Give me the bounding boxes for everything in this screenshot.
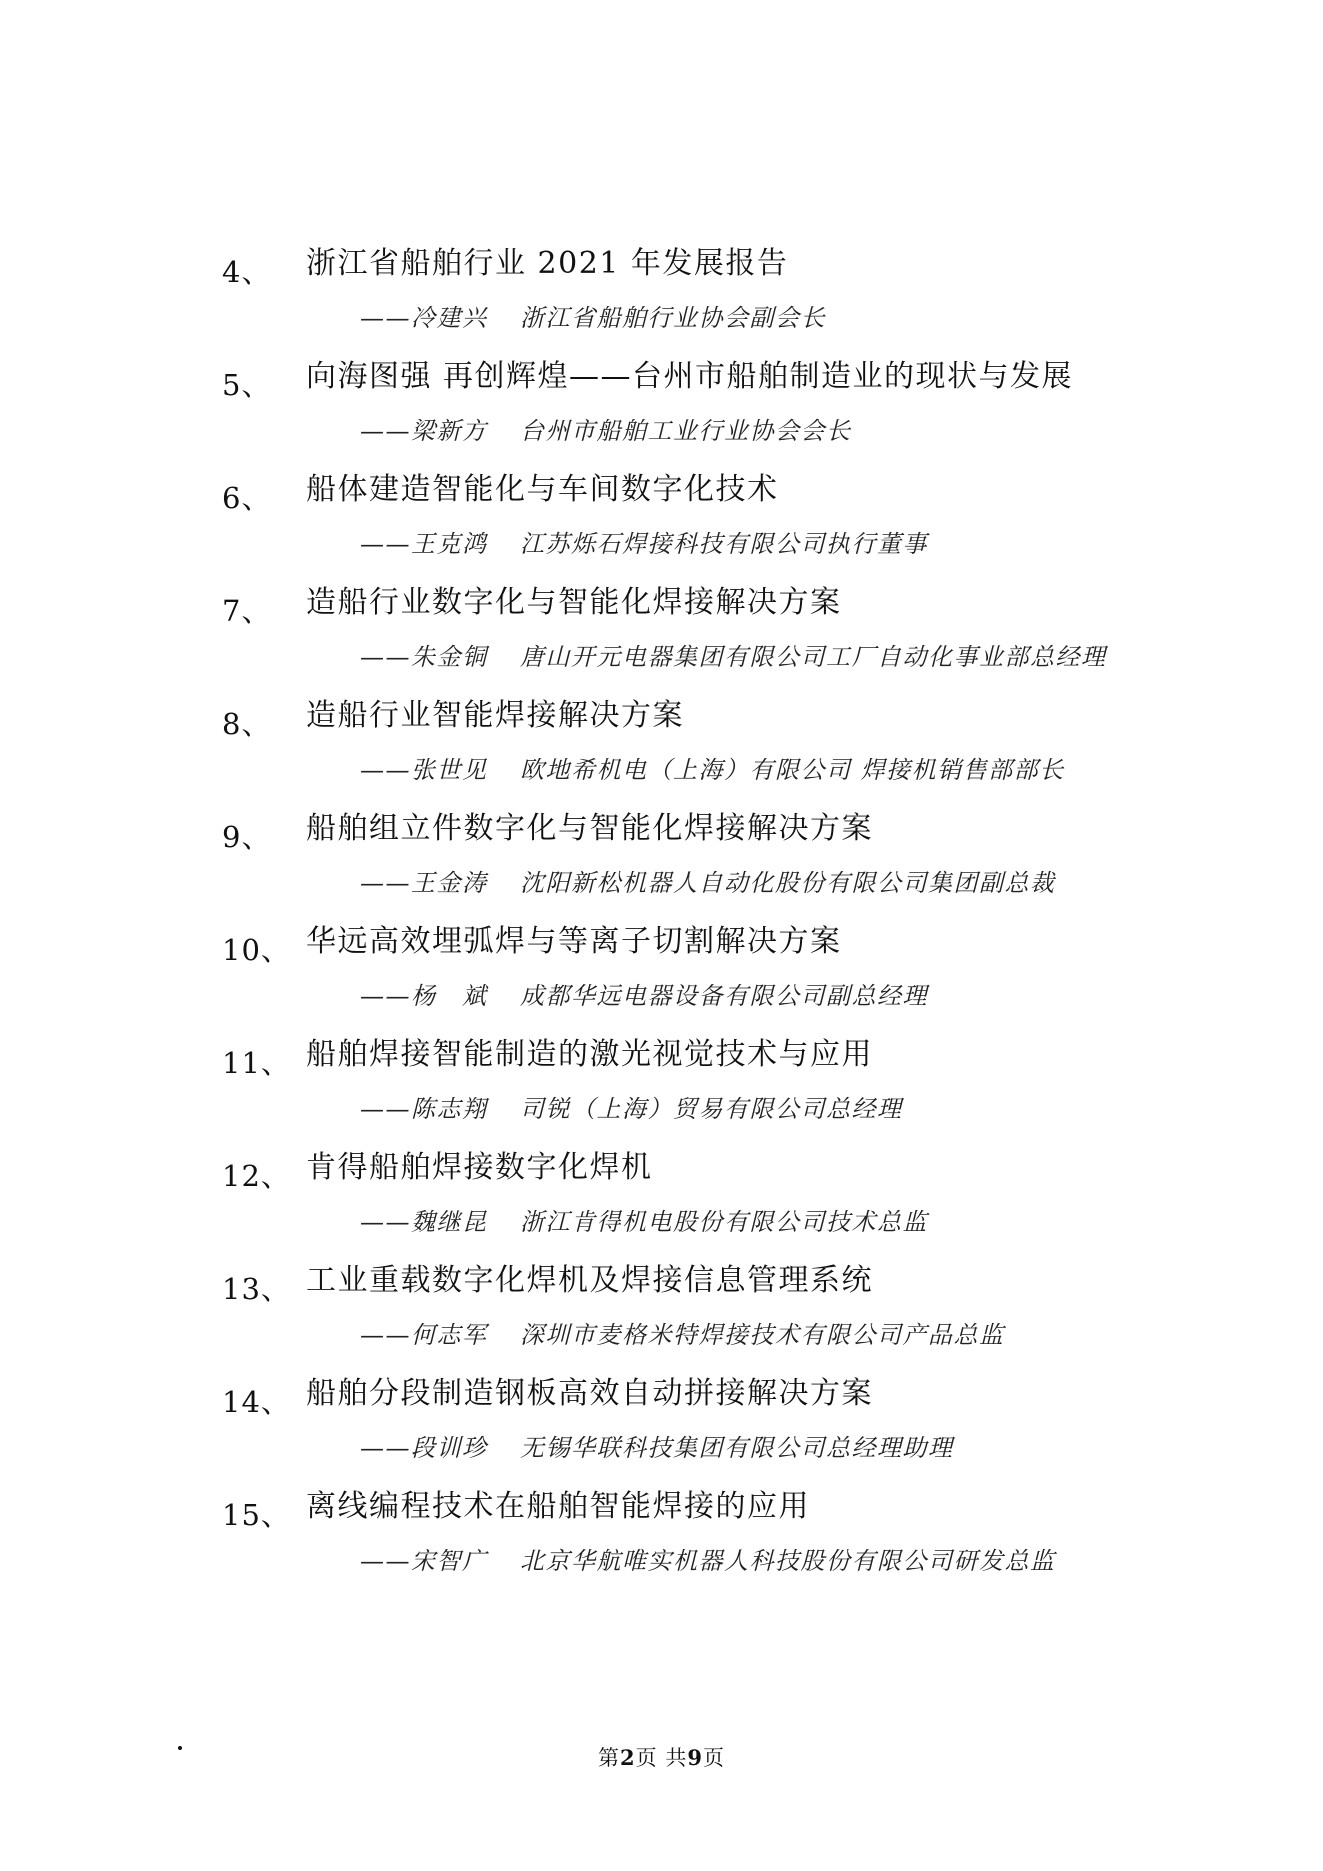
speaker-name: ——王克鸿	[360, 530, 488, 558]
agenda-item-title: 华远高效埋弧焊与等离子切割解决方案	[306, 924, 842, 959]
speaker-role: 唐山开元电器集团有限公司工厂自动化事业部总经理	[520, 643, 1107, 671]
speaker-name: ——宋智广	[360, 1547, 488, 1575]
agenda-item	[0, 900, 1323, 1013]
agenda-item-number: 5、	[222, 368, 272, 402]
agenda-item-title: 船体建造智能化与车间数字化技术	[306, 472, 779, 507]
agenda-item-title: 造船行业数字化与智能化焊接解决方案	[306, 585, 842, 620]
agenda-item	[0, 222, 1323, 335]
agenda-item-speaker-line	[360, 1089, 903, 1124]
agenda-item-number: 12、	[222, 1159, 291, 1193]
speaker-role: 欧地希机电（上海）有限公司 焊接机销售部部长	[520, 756, 1065, 784]
agenda-item-speaker-line	[360, 976, 928, 1011]
agenda-item-speaker-line	[360, 750, 1065, 785]
agenda-item	[0, 1013, 1323, 1126]
speaker-name: ——梁新方	[360, 417, 488, 445]
agenda-item-number: 11、	[222, 1046, 291, 1080]
agenda-item-number: 7、	[222, 594, 272, 628]
agenda-item-speaker-line	[360, 411, 852, 446]
agenda-item-speaker-line	[360, 298, 826, 333]
speaker-name: ——冷建兴	[360, 304, 488, 332]
speaker-name: ——王金涛	[360, 869, 488, 897]
footer-middle: 页 共	[635, 1746, 688, 1770]
speaker-role: 无锡华联科技集团有限公司总经理助理	[520, 1434, 954, 1462]
agenda-item-speaker-line	[360, 1428, 954, 1463]
agenda-item	[0, 1465, 1323, 1578]
agenda-item-speaker-line	[360, 637, 1107, 672]
agenda-item-number: 9、	[222, 820, 272, 854]
speaker-name: ——陈志翔	[360, 1095, 488, 1123]
agenda-item-title: 船舶焊接智能制造的激光视觉技术与应用	[306, 1037, 873, 1072]
speaker-role: 北京华航唯实机器人科技股份有限公司研发总监	[520, 1547, 1056, 1575]
agenda-item-title: 肯得船舶焊接数字化焊机	[306, 1150, 653, 1185]
agenda-item-number: 6、	[222, 481, 272, 515]
agenda-item-speaker-line	[360, 863, 1056, 898]
speaker-name: ——张世见	[360, 756, 488, 784]
agenda-item-title: 向海图强 再创辉煌——台州市船舶制造业的现状与发展	[306, 359, 1074, 394]
footer-suffix: 页	[702, 1746, 725, 1770]
speaker-name: ——段训珍	[360, 1434, 488, 1462]
speaker-name: ——魏继昆	[360, 1208, 488, 1236]
agenda-list	[0, 222, 1323, 1578]
agenda-item-number: 14、	[222, 1385, 291, 1419]
agenda-item-speaker-line	[360, 1541, 1056, 1576]
agenda-item-number: 4、	[222, 255, 272, 289]
agenda-item	[0, 674, 1323, 787]
speaker-role: 浙江省船舶行业协会副会长	[520, 304, 826, 332]
agenda-item	[0, 1239, 1323, 1352]
agenda-item-number: 13、	[222, 1272, 291, 1306]
agenda-item-title: 船舶组立件数字化与智能化焊接解决方案	[306, 811, 873, 846]
agenda-item	[0, 787, 1323, 900]
page-footer	[0, 1742, 1323, 1772]
speaker-name: ——朱金铜	[360, 643, 488, 671]
agenda-item-title: 船舶分段制造钢板高效自动拼接解决方案	[306, 1376, 873, 1411]
speaker-name: ——杨 斌	[360, 982, 488, 1010]
speaker-role: 江苏烁石焊接科技有限公司执行董事	[520, 530, 928, 558]
speaker-role: 台州市船舶工业行业协会会长	[520, 417, 852, 445]
speaker-role: 成都华远电器设备有限公司副总经理	[520, 982, 928, 1010]
agenda-item	[0, 448, 1323, 561]
agenda-item-title: 浙江省船舶行业 2021 年发展报告	[306, 246, 789, 281]
agenda-item-title: 造船行业智能焊接解决方案	[306, 698, 684, 733]
footer-page-number: 2	[620, 1745, 636, 1770]
speaker-role: 浙江肯得机电股份有限公司技术总监	[520, 1208, 928, 1236]
agenda-item-title: 工业重载数字化焊机及焊接信息管理系统	[306, 1263, 873, 1298]
footer-total-pages: 9	[687, 1745, 703, 1770]
speaker-role: 深圳市麦格米特焊接技术有限公司产品总监	[520, 1321, 1005, 1349]
agenda-item-speaker-line	[360, 1202, 928, 1237]
footer-prefix: 第	[598, 1746, 621, 1770]
agenda-item-title: 离线编程技术在船舶智能焊接的应用	[306, 1489, 810, 1524]
speaker-name: ——何志军	[360, 1321, 488, 1349]
agenda-item	[0, 1352, 1323, 1465]
agenda-item-number: 8、	[222, 707, 272, 741]
speaker-role: 司锐（上海）贸易有限公司总经理	[520, 1095, 903, 1123]
agenda-item	[0, 335, 1323, 448]
agenda-item-speaker-line	[360, 1315, 1005, 1350]
agenda-item	[0, 1126, 1323, 1239]
agenda-item-number: 15、	[222, 1498, 291, 1532]
agenda-item-number: 10、	[222, 933, 291, 967]
speaker-role: 沈阳新松机器人自动化股份有限公司集团副总裁	[520, 869, 1056, 897]
agenda-item-speaker-line	[360, 524, 928, 559]
agenda-item	[0, 561, 1323, 674]
